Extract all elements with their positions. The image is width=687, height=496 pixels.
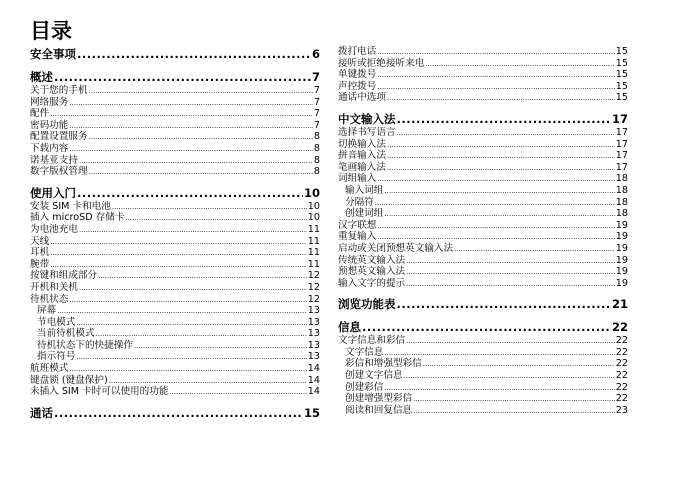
toc-dot-leader	[413, 405, 615, 418]
toc-page-number: 7	[313, 108, 320, 120]
toc-left-column	[30, 46, 320, 421]
toc-entry[interactable]	[338, 81, 628, 93]
toc-entry[interactable]	[30, 282, 320, 294]
toc-page-number: 19	[615, 242, 628, 254]
toc-entry-title: 待机状态	[30, 293, 69, 305]
toc-entry[interactable]	[338, 220, 628, 232]
toc-entry[interactable]	[30, 108, 320, 120]
toc-entry[interactable]	[338, 139, 628, 151]
toc-entry-title: 通话中选项	[338, 92, 386, 104]
toc-page-number: 22	[615, 381, 628, 393]
toc-page-number: 7	[313, 119, 320, 131]
toc-entry[interactable]	[338, 185, 628, 197]
toc-page-number: 17	[615, 126, 628, 138]
toc-entry[interactable]	[338, 231, 628, 243]
toc-entry[interactable]	[338, 335, 628, 347]
toc-entry[interactable]	[338, 278, 628, 290]
toc-page-number: 14	[307, 363, 320, 375]
toc-entry-title: 使用入门	[30, 185, 76, 200]
toc-entry[interactable]	[30, 247, 320, 259]
toc-entry-title: 安全事项	[30, 47, 76, 61]
toc-entry[interactable]	[338, 150, 628, 162]
toc-page-number: 15	[615, 69, 628, 81]
toc-entry-title: 天线	[30, 235, 50, 247]
toc-page-number: 19	[615, 277, 628, 289]
toc-entry[interactable]	[30, 328, 320, 340]
toc-entry-title: 创建彩信	[345, 381, 384, 393]
toc-entry-title: 下载内容	[30, 142, 69, 154]
toc-dot-leader	[406, 278, 615, 291]
toc-page-number: 10	[307, 212, 320, 224]
toc-entry-title: 关于您的手机	[30, 85, 88, 96]
toc-entry[interactable]	[30, 363, 320, 375]
toc-entry-title: 重复输入	[338, 231, 377, 243]
toc-entry[interactable]	[30, 201, 320, 213]
toc-page-number: 18	[615, 184, 628, 196]
toc-page-number: 15	[615, 80, 628, 92]
toc-page-number: 17	[615, 138, 628, 150]
toc-page-number: 17	[611, 111, 628, 126]
toc-page-number: 15	[303, 405, 320, 420]
toc-page-number: 14	[307, 374, 320, 386]
toc-page-number: 11	[307, 235, 320, 247]
toc-page-number: 11	[307, 258, 320, 270]
toc-entry-title: 未插入 SIM 卡时可以使用的功能	[30, 386, 169, 398]
toc-entry-title: 创建增强型彩信	[345, 393, 413, 405]
toc-page-number: 23	[615, 404, 628, 416]
toc-entry-title: 启动或关闭预想英文输入法	[338, 242, 454, 254]
toc-section-entry[interactable]	[30, 69, 320, 85]
toc-entry[interactable]	[30, 375, 320, 387]
toc-entry[interactable]	[338, 58, 628, 70]
toc-page-number: 15	[615, 92, 628, 104]
toc-page-number: 10	[303, 185, 320, 200]
toc-page-number: 7	[313, 85, 320, 96]
toc-entry-title: 耳机	[30, 247, 50, 259]
toc-entry-title: 拨打电话	[338, 46, 377, 57]
toc-page-number: 18	[615, 196, 628, 208]
toc-page-number: 22	[615, 346, 628, 358]
toc-entry-title: 单键拨号	[338, 69, 377, 81]
toc-entry-title: 文字信息	[345, 346, 384, 358]
toc-page-number: 8	[313, 142, 320, 154]
toc-page-number: 8	[313, 131, 320, 143]
toc-entry-title: 汉字联想	[338, 219, 377, 231]
toc-entry[interactable]	[30, 270, 320, 282]
toc-entry[interactable]	[338, 347, 628, 359]
toc-entry[interactable]	[30, 85, 320, 97]
toc-page-number: 18	[615, 173, 628, 185]
toc-page-number: 18	[615, 208, 628, 220]
toc-entry[interactable]	[338, 243, 628, 255]
toc-page-number: 7	[313, 96, 320, 108]
toc-entry[interactable]	[338, 370, 628, 382]
toc-page-number: 22	[615, 358, 628, 370]
toc-page-number: 17	[615, 150, 628, 162]
toc-entry-title: 浏览功能表	[338, 297, 396, 312]
toc-entry[interactable]	[338, 266, 628, 278]
toc-entry[interactable]	[30, 120, 320, 132]
toc-entry[interactable]	[30, 155, 320, 167]
toc-entry-title: 当前待机模式	[37, 328, 95, 340]
toc-entry[interactable]	[338, 382, 628, 394]
toc-entry-title: 为电池充电	[30, 223, 78, 235]
toc-dot-leader	[54, 405, 303, 421]
toc-page-number: 13	[307, 328, 320, 340]
toc-entry-title: 航班模式	[30, 363, 69, 375]
toc-entry-title: 指示符号	[37, 351, 76, 363]
toc-page-number: 7	[311, 70, 320, 84]
toc-page-number: 15	[615, 46, 628, 57]
toc-entry[interactable]	[338, 92, 628, 104]
toc-entry-title: 通话	[30, 405, 53, 420]
toc-entry[interactable]	[338, 255, 628, 267]
toc-dot-leader	[387, 92, 615, 105]
toc-page-number: 22	[615, 393, 628, 405]
toc-entry[interactable]	[30, 97, 320, 109]
toc-page-number: 22	[615, 370, 628, 382]
toc-section-entry[interactable]	[338, 319, 628, 335]
toc-entry[interactable]	[30, 143, 320, 155]
toc-entry-title: 配置设置服务	[30, 131, 88, 143]
toc-page-number: 13	[307, 316, 320, 328]
toc-section-entry[interactable]	[30, 46, 320, 62]
toc-entry[interactable]	[30, 351, 320, 363]
toc-entry-title: 预想英文输入法	[338, 266, 406, 278]
toc-entry-title: 声控拨号	[338, 80, 377, 92]
toc-dot-leader	[397, 296, 611, 312]
page-title: 目录	[30, 19, 72, 43]
toc-dot-leader	[362, 319, 611, 335]
toc-entry-title: 数字版权管理	[30, 166, 88, 178]
toc-entry[interactable]	[30, 212, 320, 224]
toc-page-number: 12	[307, 270, 320, 282]
toc-page-number: 8	[313, 154, 320, 166]
toc-page-number: 17	[615, 161, 628, 173]
toc-dot-leader	[89, 166, 313, 179]
toc-page-number: 19	[615, 231, 628, 243]
toc-page-number: 21	[611, 297, 628, 312]
toc-page-number: 19	[615, 254, 628, 266]
toc-dot-leader	[77, 185, 303, 201]
toc-entry[interactable]	[338, 162, 628, 174]
toc-entry-title: 传统英文输入法	[338, 254, 406, 266]
toc-entry-title: 安装 SIM 卡和电池	[30, 200, 111, 212]
toc-entry-title: 插入 microSD 存储卡	[30, 212, 125, 224]
toc-page-number: 11	[307, 247, 320, 259]
toc-entry[interactable]	[338, 358, 628, 370]
toc-entry-title: 选择书写语言	[338, 126, 396, 138]
toc-entry[interactable]	[30, 236, 320, 248]
toc-entry-title: 中文输入法	[338, 111, 396, 126]
toc-entry[interactable]	[30, 340, 320, 352]
toc-entry[interactable]	[338, 197, 628, 209]
toc-entry-title: 拼音输入法	[338, 150, 386, 162]
toc-entry-title: 诺基亚支持	[30, 154, 78, 166]
toc-page-number: 22	[615, 335, 628, 347]
toc-entry-title: 分隔符	[345, 196, 374, 208]
toc-entry-title: 笔画输入法	[338, 161, 386, 173]
toc-entry-title: 密码功能	[30, 119, 69, 131]
toc-entry-title: 开机和关机	[30, 281, 78, 293]
toc-entry[interactable]	[338, 405, 628, 417]
toc-right-column	[338, 46, 628, 416]
toc-entry[interactable]	[338, 393, 628, 405]
toc-entry-title: 创建文字信息	[345, 370, 403, 382]
toc-entry[interactable]	[30, 317, 320, 329]
toc-entry-title: 网络服务	[30, 96, 69, 108]
toc-entry-title: 节电模式	[37, 316, 76, 328]
toc-entry[interactable]	[338, 46, 628, 58]
toc-entry[interactable]	[338, 208, 628, 220]
toc-page-number: 6	[311, 47, 320, 61]
toc-page-number: 12	[307, 293, 320, 305]
toc-entry-title: 腕带	[30, 258, 50, 270]
toc-dot-leader	[77, 46, 311, 62]
toc-section-entry[interactable]	[30, 405, 320, 421]
toc-entry[interactable]	[30, 305, 320, 317]
toc-page-number: 12	[307, 281, 320, 293]
toc-page-number: 14	[307, 386, 320, 398]
toc-page-number: 19	[615, 219, 628, 231]
toc-entry[interactable]	[30, 224, 320, 236]
toc-entry-title: 输入文字的提示	[338, 277, 406, 289]
toc-entry-title: 接听或拒绝接听来电	[338, 57, 425, 69]
toc-entry[interactable]	[338, 173, 628, 185]
toc-section-entry[interactable]	[30, 185, 320, 201]
toc-page-number: 11	[307, 223, 320, 235]
toc-entry-title: 键盘锁 (键盘保护)	[30, 374, 108, 386]
toc-page-number: 13	[307, 305, 320, 317]
toc-entry-title: 屏幕	[37, 305, 57, 317]
toc-entry-title: 文字信息和彩信	[338, 335, 406, 347]
toc-entry-title: 按键和组成部分	[30, 270, 98, 282]
toc-entry[interactable]	[338, 69, 628, 81]
toc-entry-title: 输入词组	[345, 184, 384, 196]
toc-dot-leader	[397, 111, 611, 127]
toc-entry[interactable]	[30, 166, 320, 178]
toc-entry[interactable]	[30, 386, 320, 398]
toc-entry[interactable]	[30, 259, 320, 271]
toc-section-entry[interactable]	[338, 111, 628, 127]
toc-dot-leader	[54, 69, 311, 85]
toc-page-number: 13	[307, 339, 320, 351]
toc-entry[interactable]	[338, 127, 628, 139]
toc-entry[interactable]	[30, 294, 320, 306]
toc-entry[interactable]	[30, 131, 320, 143]
toc-entry-title: 彩信和增强型彩信	[345, 358, 422, 370]
toc-entry-title: 信息	[338, 320, 361, 335]
toc-page-number: 10	[307, 200, 320, 212]
toc-entry-title: 概述	[30, 70, 53, 84]
toc-page-number: 19	[615, 266, 628, 278]
toc-page-number: 13	[307, 351, 320, 363]
toc-entry-title: 创建词组	[345, 208, 384, 220]
toc-entry-title: 切换输入法	[338, 138, 386, 150]
toc-entry-title: 待机状态下的快捷操作	[37, 339, 133, 351]
toc-entry-title: 词组输入	[338, 173, 377, 185]
toc-dot-leader	[169, 386, 306, 399]
toc-page-number: 15	[615, 57, 628, 69]
toc-entry-title: 配件	[30, 108, 50, 120]
toc-section-entry[interactable]	[338, 296, 628, 312]
toc-page-number: 22	[611, 320, 628, 335]
toc-entry-title: 阅读和回复信息	[345, 404, 413, 416]
toc-page-number: 8	[313, 166, 320, 178]
